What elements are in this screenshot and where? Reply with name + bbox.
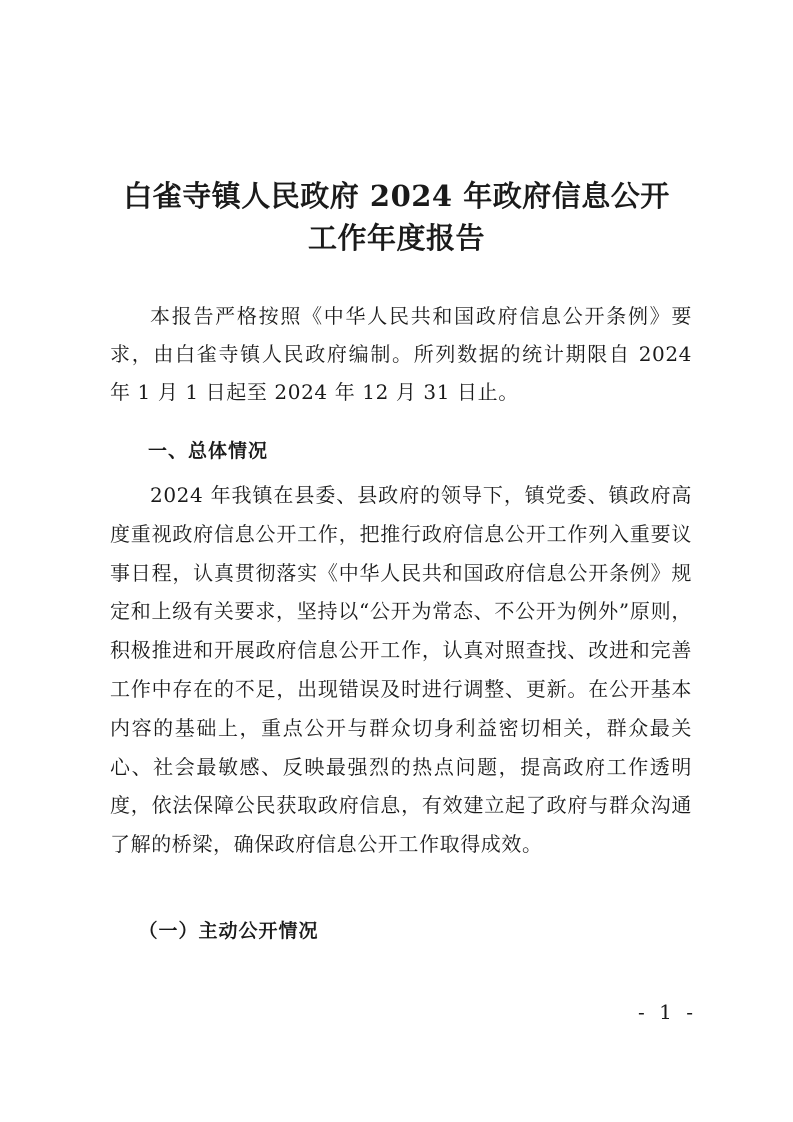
overview-paragraph: 2024 年我镇在县委、县政府的领导下，镇党委、镇政府高度重视政府信息公开工作，把推行政府信息公开工作列入重要议事日程，认真贯彻落实《中华人民共和国政府信息公开条例》规定和上级有关要求，坚持以“公开为常态、不公开为例外”原则，积极推进和开展政府信息公开工作，认真对照查找、改进和完善工作中存在的不足，出现错误及时进行调整、更新。在公开基本内容的基础上，重点公开与群众切身利益密切相关，群众最关心、社会最敏感、反映最强烈的热点问题，提高政府工作透明度，依法保障公民获取政府信息，有效建立起了政府与群众沟通了解的桥梁，确保政府信息公开工作取得成效。 bbox=[110, 483, 692, 857]
report-title-line-2: 工作年度报告 bbox=[307, 221, 485, 255]
page-number: - 1 - bbox=[638, 1000, 697, 1024]
intro-paragraph: 本报告严格按照《中华人民共和国政府信息公开条例》要求，由白雀寺镇人民政府编制。所列数据的统计期限自 2024 年 1 月 1 日起至 2024 年 12 月 31 日止。 bbox=[110, 304, 692, 404]
section-heading-overview: 一、总体情况 bbox=[148, 440, 269, 462]
report-title-line-1: 白雀寺镇人民政府 2024 年政府信息公开 bbox=[123, 179, 670, 213]
subsection-heading-active-disclosure: （一）主动公开情况 bbox=[138, 920, 319, 942]
